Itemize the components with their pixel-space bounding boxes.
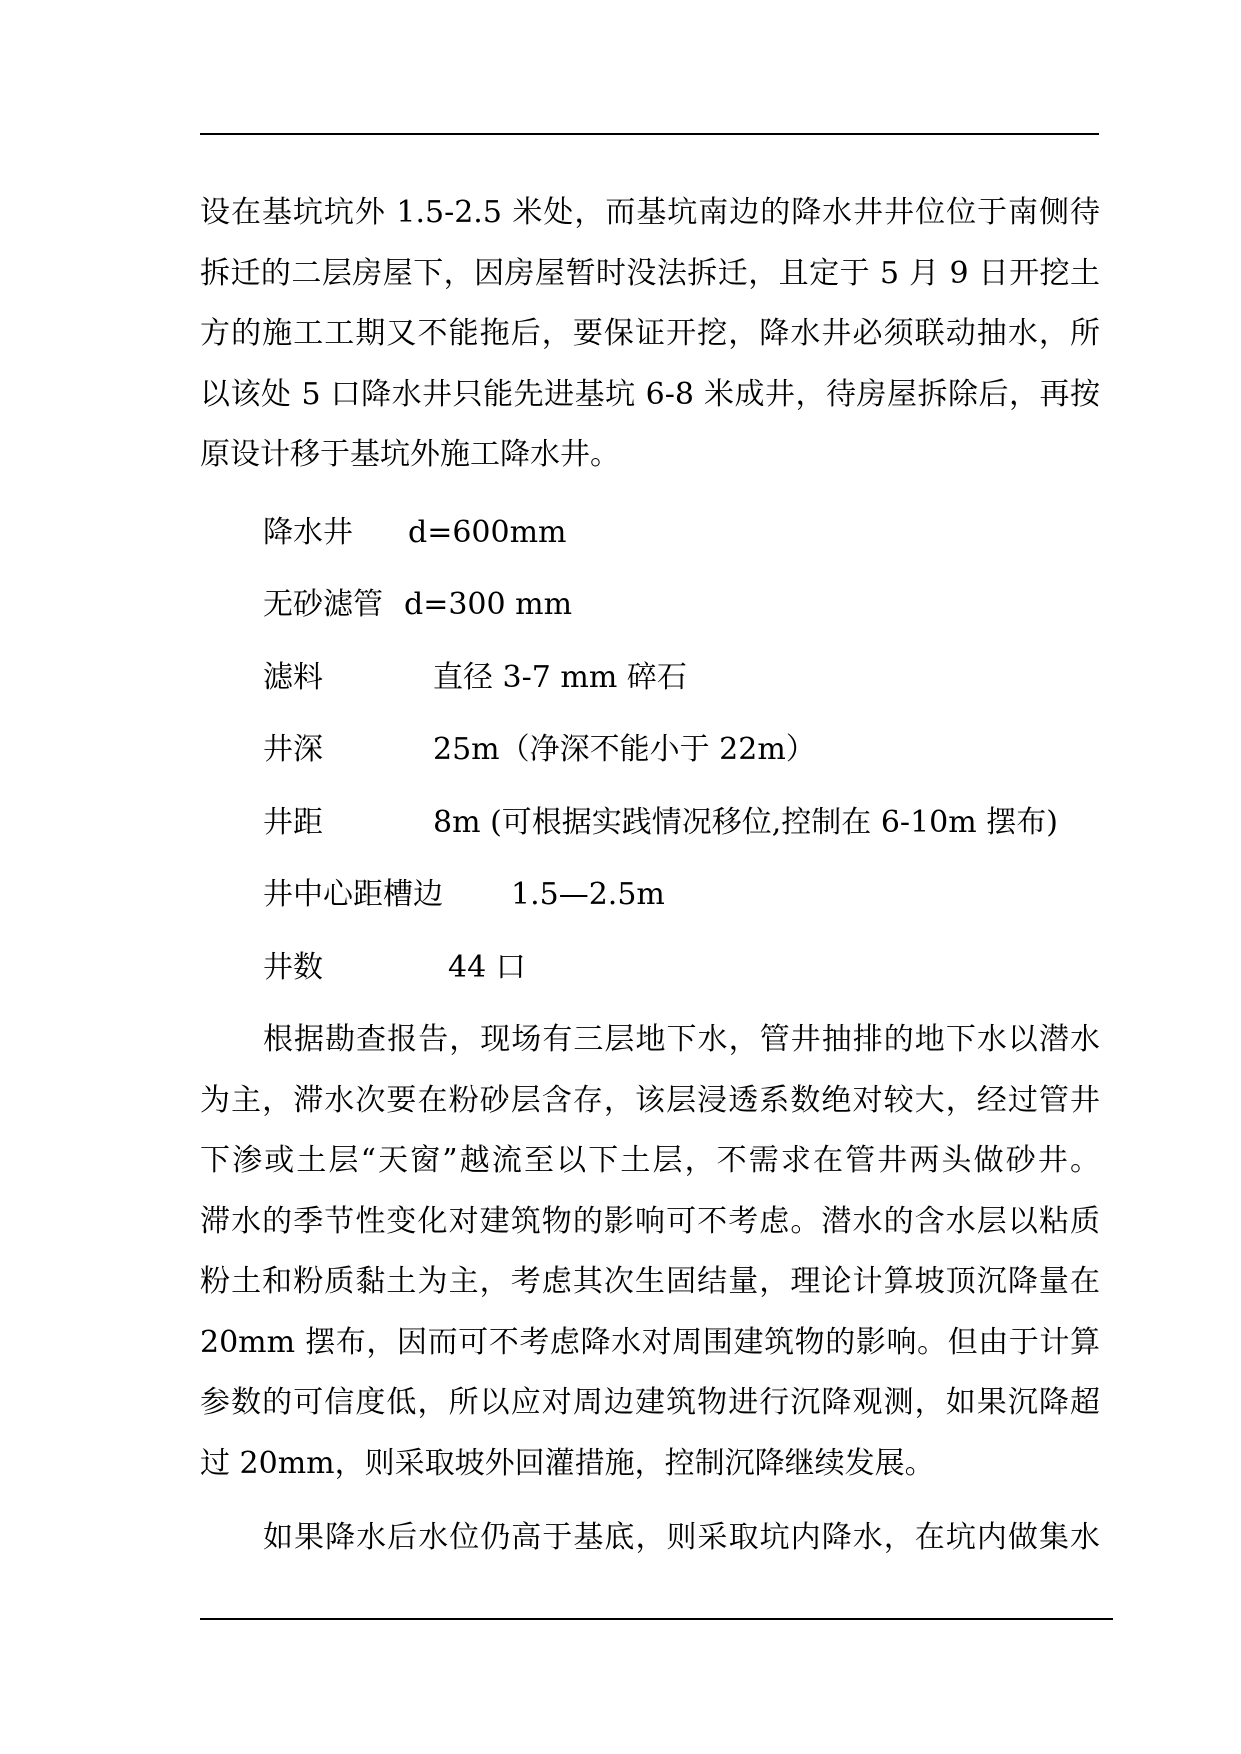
spec-row [200, 569, 1100, 642]
spec-value: d=600mm [408, 514, 567, 550]
spec-label: 井中心距槽边 [263, 877, 443, 912]
document-body [200, 183, 1100, 1569]
text-line: 原设计移于基坑外施工降水井。 [200, 437, 620, 472]
text-line: 20mm 摆布，因而可不考虑降水对周围建筑物的影响。但由于计算 [200, 1324, 1100, 1360]
paragraph-1 [200, 183, 1100, 486]
spec-value: 1.5—2.5m [511, 877, 665, 912]
spec-label: 井距 [263, 804, 323, 840]
spec-label: 降水井 [263, 514, 353, 550]
spec-row [200, 859, 1100, 932]
text-line: 下渗或土层“天窗”越流至以下土层，不需求在管井两头做砂井。 [200, 1143, 1100, 1178]
spec-value: d=300 mm [404, 587, 573, 622]
spec-value: 44 口 [448, 949, 526, 985]
spec-label: 滤料 [263, 659, 323, 695]
text-line: 滞水的季节性变化对建筑物的影响可不考虑。潜水的含水层以粘质 [200, 1203, 1100, 1239]
text-line: 过 20mm，则采取坡外回灌措施，控制沉降继续发展。 [200, 1445, 935, 1481]
spec-row [200, 932, 1100, 1005]
paragraph-2 [200, 1010, 1100, 1494]
text-line: 为主，滞水次要在粉砂层含存，该层浸透系数绝对较大，经过管井 [200, 1082, 1100, 1118]
spec-label: 无砂滤管 [263, 587, 383, 622]
spec-row [200, 787, 1100, 860]
text-line: 粉土和粉质黏土为主，考虑其次生固结量，理论计算坡顶沉降量在 [200, 1264, 1100, 1299]
spec-row [200, 497, 1100, 570]
footer-rule [200, 1618, 1113, 1620]
text-line: 参数的可信度低，所以应对周边建筑物进行沉降观测，如果沉降超 [200, 1385, 1100, 1420]
text-line: 方的施工工期又不能拖后，要保证开挖，降水井必须联动抽水，所 [200, 316, 1100, 351]
spec-label: 井深 [263, 732, 323, 767]
text-line: 如果降水后水位仍高于基底，则采取坑内降水，在坑内做集水 [263, 1520, 1100, 1555]
spec-value: 8m (可根据实践情况移位,控制在 6-10m 摆布) [433, 804, 1058, 840]
text-line: 拆迁的二层房屋下，因房屋暂时没法拆迁，且定于 5 月 9 日开挖土 [200, 255, 1100, 291]
text-line: 以该处 5 口降水井只能先进基坑 6-8 米成井，待房屋拆除后，再按 [200, 376, 1100, 412]
text-line: 设在基坑坑外 1.5-2.5 米处，而基坑南边的降水井井位位于南侧待 [200, 195, 1100, 230]
spec-row [200, 714, 1100, 787]
spec-value: 25m（净深不能小于 22m） [433, 732, 816, 767]
spec-value: 直径 3-7 mm 碎石 [433, 659, 687, 695]
header-rule [200, 133, 1099, 135]
paragraph-3 [200, 1508, 1100, 1569]
well-spec-list [200, 497, 1100, 1005]
spec-row [200, 642, 1100, 715]
spec-label: 井数 [263, 949, 323, 985]
text-line: 根据勘查报告，现场有三层地下水，管井抽排的地下水以潜水 [263, 1022, 1100, 1057]
